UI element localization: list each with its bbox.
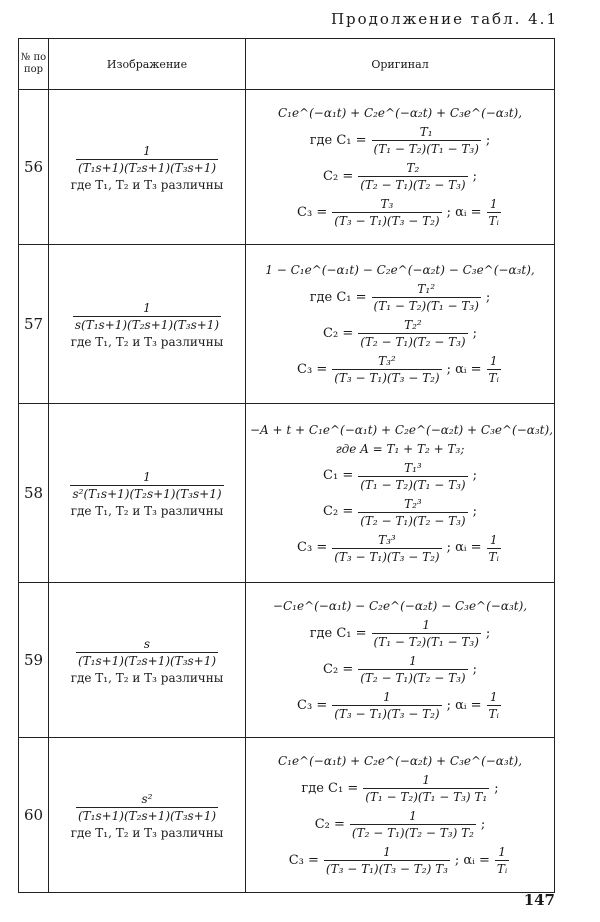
alpha-numerator: 1 — [498, 845, 506, 859]
c3-fraction — [332, 532, 441, 565]
c1-numerator: T₁ — [419, 125, 433, 139]
c1-label: где C₁ = — [309, 625, 367, 641]
c3-numerator: T₃³ — [378, 532, 396, 547]
c3-denominator: (T₃ − T₁)(T₃ − T₂) T₃ — [325, 862, 448, 876]
c3-formula — [250, 532, 550, 565]
image-note: где T₁, T₂ и T₃ различны — [70, 670, 224, 685]
c2-numerator: 1 — [409, 809, 417, 823]
image-note: где T₁, T₂ и T₃ различны — [70, 334, 224, 349]
c2-label: C₂ = — [323, 661, 354, 677]
alpha-denominator: Tᵢ — [488, 549, 499, 564]
row-number: 58 — [19, 404, 49, 583]
c2-numerator: T₂ — [406, 161, 420, 175]
header-num: № по пор — [19, 39, 49, 90]
original-cell — [246, 90, 555, 245]
original-main-formula: C₁e^(−α₁t) + C₂e^(−α₂t) + C₃e^(−α₃t), — [277, 754, 523, 768]
image-denominator: s²(T₁s+1)(T₂s+1)(T₃s+1) — [72, 486, 222, 501]
alpha-label: ; αᵢ = — [454, 852, 490, 868]
c1-numerator: T₁³ — [404, 460, 422, 475]
c3-fraction — [324, 844, 450, 877]
original-cell — [246, 583, 555, 738]
row-number: 60 — [19, 738, 49, 893]
c3-numerator: 1 — [383, 845, 391, 859]
header-row — [19, 39, 555, 90]
alpha-denominator: Tᵢ — [496, 862, 508, 876]
c2-formula: C₂ = $\frac{\text{T₂²}}{\text{(T₂ − T₁)(T₂ − T₃)}}$ ; — [323, 318, 477, 349]
c3-denominator: (T₃ − T₁)(T₃ − T₂) — [334, 371, 440, 385]
c2-formula: C₂ = $\frac{\text{T₂}}{\text{(T₂ − T₁)(T₂ − T₃)}}$ ; — [323, 161, 477, 192]
row-number: 59 — [19, 583, 49, 738]
c1-denominator: (T₁ − T₂)(T₁ − T₃) — [360, 477, 466, 492]
original-extra-formula: где A = T₁ + T₂ + T₃; — [335, 441, 465, 456]
c1-formula: где C₁ = $\frac{1}{\text{(T₁ − T₂)(T₁ − T₃) T₁}}$ ; — [301, 773, 499, 804]
c2-numerator: T₂² — [404, 318, 422, 332]
c1-fraction — [358, 460, 467, 493]
image-numerator: 1 — [143, 469, 151, 484]
c2-formula: C₂ = $\frac{1}{\text{(T₂ − T₁)(T₂ − T₃) T₂}}$ ; — [314, 809, 486, 840]
original-main-formula: 1 − C₁e^(−α₁t) − C₂e^(−α₂t) − C₃e^(−α₃t), — [265, 263, 535, 277]
header-image: Изображение — [49, 39, 246, 90]
c1-formula: где C₁ = $\frac{\text{T₁²}}{\text{(T₁ − T₂)(T₁ − T₃)}}$ ; — [309, 282, 491, 313]
table-row — [19, 90, 555, 245]
c2-denominator: (T₂ − T₁)(T₂ − T₃) — [360, 335, 466, 349]
c2-denominator: (T₂ − T₁)(T₂ − T₃) — [360, 513, 466, 528]
c1-denominator: (T₁ − T₂)(T₁ − T₃) T₁ — [365, 790, 488, 804]
table-row — [19, 404, 555, 583]
table-row — [19, 245, 555, 404]
c1-label: где C₁ = — [309, 132, 367, 148]
c3-label: C₃ = — [297, 540, 328, 555]
c1-formula: C₁ = $\frac{\text{T₁³}}{\text{(T₁ − T₂)(T₁ − T₃)}}$ ; — [323, 460, 477, 492]
c2-fraction — [358, 653, 467, 686]
alpha-label: ; αᵢ = — [446, 204, 482, 220]
c3-fraction — [332, 196, 441, 229]
c3-label: C₃ = — [288, 852, 319, 868]
c3-numerator: 1 — [383, 690, 391, 704]
alpha-label: ; αᵢ = — [446, 361, 482, 377]
alpha-fraction — [495, 844, 509, 877]
original-main-formula: C₁e^(−α₁t) + C₂e^(−α₂t) + C₃e^(−α₃t), — [277, 106, 523, 120]
table-caption: Продолжение табл. 4.1 — [330, 10, 558, 28]
image-denominator: (T₁s+1)(T₂s+1)(T₃s+1) — [77, 160, 217, 175]
original-main-formula: −A + t + C₁e^(−α₁t) + C₂e^(−α₂t) + C₃e^(−α₃t), — [250, 422, 553, 437]
c1-numerator: 1 — [422, 618, 431, 632]
alpha-fraction — [487, 689, 501, 722]
c3-numerator: T₃² — [378, 354, 396, 368]
alpha-fraction — [487, 196, 501, 229]
c1-fraction — [372, 281, 481, 314]
image-note: где T₁, T₂ и T₃ различны — [70, 825, 224, 840]
alpha-numerator: 1 — [489, 197, 498, 211]
c1-fraction — [363, 772, 489, 805]
alpha-denominator: Tᵢ — [488, 214, 499, 228]
image-numerator: s² — [141, 791, 153, 806]
c2-numerator: 1 — [409, 654, 417, 668]
c2-formula: C₂ = $\frac{\text{T₂³}}{\text{(T₂ − T₁)(T₂ − T₃)}}$ ; — [323, 496, 477, 528]
image-fraction — [70, 469, 223, 502]
c2-numerator: T₂³ — [404, 496, 422, 511]
c1-label: C₁ = — [323, 468, 354, 483]
c3-formula — [250, 689, 550, 722]
alpha-numerator: 1 — [489, 354, 498, 368]
c2-label: C₂ = — [314, 816, 345, 832]
c3-label: C₃ = — [297, 697, 328, 713]
alpha-numerator: 1 — [489, 690, 498, 704]
alpha-denominator: Tᵢ — [488, 371, 499, 385]
image-cell — [49, 245, 246, 404]
c2-fraction — [358, 496, 467, 529]
image-fraction — [76, 636, 218, 669]
c1-denominator: (T₁ − T₂)(T₁ − T₃) — [373, 635, 479, 649]
c1-label: где C₁ = — [301, 780, 359, 796]
image-numerator: s — [143, 636, 151, 651]
table-row — [19, 738, 555, 893]
image-denominator: (T₁s+1)(T₂s+1)(T₃s+1) — [77, 808, 217, 823]
c3-formula — [250, 353, 550, 386]
row-number: 57 — [19, 245, 49, 404]
alpha-fraction — [487, 532, 501, 565]
c3-numerator: T₃ — [380, 197, 394, 211]
image-cell — [49, 738, 246, 893]
alpha-label: ; αᵢ = — [446, 697, 482, 713]
c2-fraction — [350, 808, 476, 841]
c1-denominator: (T₁ − T₂)(T₁ − T₃) — [373, 142, 479, 156]
image-denominator: (T₁s+1)(T₂s+1)(T₃s+1) — [77, 653, 217, 668]
image-fraction — [73, 300, 221, 333]
alpha-label: ; αᵢ = — [446, 540, 482, 555]
c1-fraction — [372, 124, 481, 157]
alpha-fraction — [487, 353, 501, 386]
c1-denominator: (T₁ − T₂)(T₁ − T₃) — [373, 299, 479, 313]
c3-denominator: (T₃ − T₁)(T₃ − T₂) — [334, 549, 440, 564]
original-cell — [246, 404, 555, 583]
c1-numerator: T₁² — [417, 282, 436, 296]
c2-fraction — [358, 160, 467, 193]
c2-label: C₂ = — [323, 168, 354, 184]
c3-label: C₃ = — [297, 204, 328, 220]
c2-formula: C₂ = $\frac{1}{\text{(T₂ − T₁)(T₂ − T₃)}}$ ; — [323, 654, 477, 685]
image-numerator: 1 — [143, 300, 151, 315]
c1-formula: где C₁ = $\frac{\text{T₁}}{\text{(T₁ − T₂)(T₁ − T₃)}}$ ; — [309, 125, 491, 156]
image-cell — [49, 90, 246, 245]
image-note: где T₁, T₂ и T₃ различны — [70, 503, 224, 518]
alpha-numerator: 1 — [489, 532, 498, 547]
c3-denominator: (T₃ − T₁)(T₃ − T₂) — [334, 707, 440, 721]
c2-denominator: (T₂ − T₁)(T₂ − T₃) — [360, 178, 466, 192]
c1-formula: где C₁ = $\frac{1}{\text{(T₁ − T₂)(T₁ − T₃)}}$ ; — [309, 618, 491, 649]
original-cell — [246, 738, 555, 893]
transform-table — [18, 38, 555, 893]
c2-label: C₂ = — [323, 325, 354, 341]
c2-fraction — [358, 317, 467, 350]
alpha-denominator: Tᵢ — [488, 707, 499, 721]
c2-denominator: (T₂ − T₁)(T₂ − T₃) — [360, 671, 466, 685]
c3-label: C₃ = — [297, 361, 328, 377]
image-cell — [49, 583, 246, 738]
c2-denominator: (T₂ − T₁)(T₂ − T₃) T₂ — [351, 826, 474, 840]
c1-label: где C₁ = — [309, 289, 367, 305]
c3-denominator: (T₃ − T₁)(T₃ − T₂) — [334, 214, 440, 228]
c3-formula — [250, 844, 550, 877]
image-fraction — [76, 143, 218, 176]
c3-fraction — [332, 689, 441, 722]
image-note: где T₁, T₂ и T₃ различны — [70, 177, 224, 192]
image-numerator: 1 — [143, 143, 151, 158]
c3-formula — [250, 196, 550, 229]
image-fraction — [76, 791, 218, 824]
row-number: 56 — [19, 90, 49, 245]
image-cell — [49, 404, 246, 583]
c3-fraction — [332, 353, 441, 386]
c1-numerator: 1 — [422, 773, 431, 787]
table-row — [19, 583, 555, 738]
original-cell — [246, 245, 555, 404]
c2-label: C₂ = — [323, 504, 354, 519]
c1-fraction — [372, 617, 481, 650]
page-number: 147 — [523, 891, 555, 909]
header-original: Оригинал — [246, 39, 555, 90]
image-denominator: s(T₁s+1)(T₂s+1)(T₃s+1) — [74, 317, 220, 332]
original-main-formula: −C₁e^(−α₁t) − C₂e^(−α₂t) − C₃e^(−α₃t), — [272, 599, 528, 613]
